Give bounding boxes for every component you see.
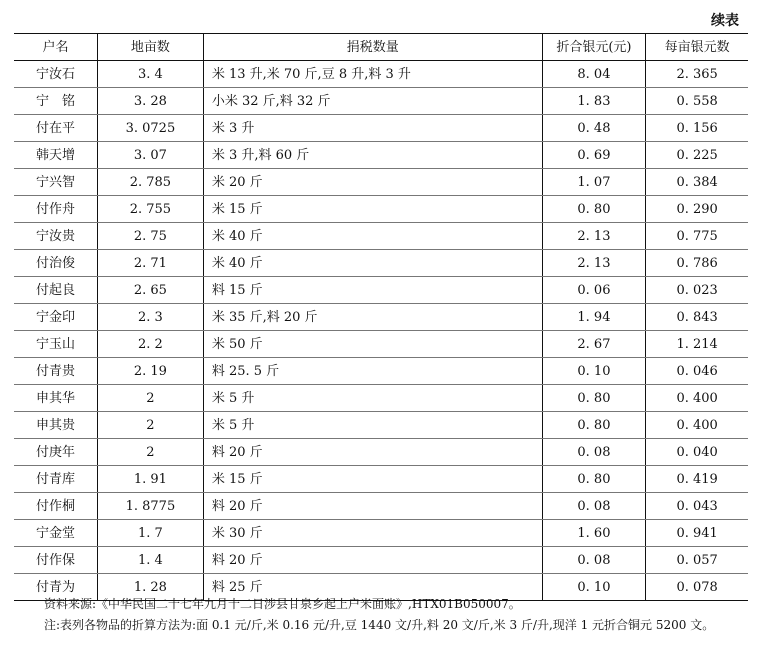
cell-household-name: 宁 铭 [14, 88, 98, 115]
cell-land-area: 2 [98, 412, 204, 439]
cell-household-name: 付青贵 [14, 358, 98, 385]
header-land-area: 地亩数 [98, 34, 204, 61]
cell-silver-per-mu: 0. 786 [646, 250, 748, 277]
cell-silver-equivalent: 8. 04 [542, 61, 646, 88]
table-row [14, 142, 748, 169]
cell-silver-equivalent: 2. 13 [542, 250, 646, 277]
cell-silver-equivalent: 0. 08 [542, 439, 646, 466]
cell-silver-equivalent: 0. 80 [542, 385, 646, 412]
cell-household-name: 宁金印 [14, 304, 98, 331]
cell-land-area: 2. 71 [98, 250, 204, 277]
cell-household-name: 付作保 [14, 547, 98, 574]
cell-silver-equivalent: 1. 07 [542, 169, 646, 196]
cell-silver-per-mu: 0. 775 [646, 223, 748, 250]
table-row [14, 88, 748, 115]
table-row [14, 331, 748, 358]
table-notes [14, 594, 754, 636]
cell-tax-amount: 米 5 升 [203, 412, 542, 439]
cell-silver-equivalent: 1. 83 [542, 88, 646, 115]
cell-tax-amount: 米 40 斤 [203, 250, 542, 277]
cell-land-area: 1. 8775 [98, 493, 204, 520]
cell-household-name: 韩天增 [14, 142, 98, 169]
cell-land-area: 2. 75 [98, 223, 204, 250]
table-row [14, 115, 748, 142]
table-row [14, 250, 748, 277]
header-tax-amount: 捐税数量 [203, 34, 542, 61]
cell-tax-amount: 米 50 斤 [203, 331, 542, 358]
cell-silver-equivalent: 0. 80 [542, 412, 646, 439]
cell-silver-equivalent: 0. 10 [542, 574, 646, 601]
cell-land-area: 3. 4 [98, 61, 204, 88]
table-row [14, 223, 748, 250]
cell-land-area: 2 [98, 439, 204, 466]
cell-tax-amount: 料 25. 5 斤 [203, 358, 542, 385]
cell-land-area: 2. 65 [98, 277, 204, 304]
cell-silver-per-mu: 0. 558 [646, 88, 748, 115]
cell-silver-equivalent: 0. 48 [542, 115, 646, 142]
cell-tax-amount: 米 30 斤 [203, 520, 542, 547]
cell-household-name: 申其贵 [14, 412, 98, 439]
table-header-row [14, 34, 748, 61]
cell-silver-equivalent: 0. 06 [542, 277, 646, 304]
cell-silver-per-mu: 0. 384 [646, 169, 748, 196]
cell-household-name: 宁汝石 [14, 61, 98, 88]
table-row [14, 196, 748, 223]
cell-tax-amount: 米 35 斤,料 20 斤 [203, 304, 542, 331]
cell-tax-amount: 米 13 升,米 70 斤,豆 8 升,料 3 升 [203, 61, 542, 88]
cell-tax-amount: 米 40 斤 [203, 223, 542, 250]
cell-silver-equivalent: 0. 10 [542, 358, 646, 385]
cell-silver-per-mu: 0. 290 [646, 196, 748, 223]
cell-land-area: 1. 4 [98, 547, 204, 574]
cell-land-area: 2. 19 [98, 358, 204, 385]
method-note: 注:表列各物品的折算方法为:面 0.1 元/斤,米 0.16 元/升,豆 1440 文/升,料 20 文/斤,米 3 斤/升,现洋 1 元折合铜元 5200 文。 [44, 618, 715, 632]
cell-silver-per-mu: 0. 023 [646, 277, 748, 304]
cell-tax-amount: 料 25 斤 [203, 574, 542, 601]
cell-household-name: 宁金堂 [14, 520, 98, 547]
cell-household-name: 付青库 [14, 466, 98, 493]
cell-land-area: 2 [98, 385, 204, 412]
cell-land-area: 1. 7 [98, 520, 204, 547]
cell-tax-amount: 米 15 斤 [203, 466, 542, 493]
cell-silver-per-mu: 0. 156 [646, 115, 748, 142]
cell-silver-equivalent: 1. 60 [542, 520, 646, 547]
cell-silver-equivalent: 2. 13 [542, 223, 646, 250]
cell-silver-per-mu: 0. 419 [646, 466, 748, 493]
cell-household-name: 宁汝贵 [14, 223, 98, 250]
cell-household-name: 付庚年 [14, 439, 98, 466]
cell-silver-equivalent: 0. 80 [542, 196, 646, 223]
cell-silver-per-mu: 0. 043 [646, 493, 748, 520]
cell-household-name: 宁玉山 [14, 331, 98, 358]
table-row [14, 358, 748, 385]
cell-land-area: 2. 2 [98, 331, 204, 358]
cell-silver-per-mu: 0. 040 [646, 439, 748, 466]
cell-silver-equivalent: 0. 69 [542, 142, 646, 169]
cell-land-area: 3. 0725 [98, 115, 204, 142]
table-row [14, 520, 748, 547]
cell-silver-equivalent: 0. 08 [542, 493, 646, 520]
cell-tax-amount: 米 15 斤 [203, 196, 542, 223]
cell-silver-per-mu: 0. 941 [646, 520, 748, 547]
cell-silver-per-mu: 0. 400 [646, 412, 748, 439]
cell-tax-amount: 米 20 斤 [203, 169, 542, 196]
cell-household-name: 付作桐 [14, 493, 98, 520]
cell-silver-per-mu: 0. 046 [646, 358, 748, 385]
cell-land-area: 1. 91 [98, 466, 204, 493]
cell-tax-amount: 米 5 升 [203, 385, 542, 412]
cell-land-area: 3. 28 [98, 88, 204, 115]
cell-silver-per-mu: 0. 078 [646, 574, 748, 601]
cell-tax-amount: 小米 32 斤,料 32 斤 [203, 88, 542, 115]
cell-tax-amount: 米 3 升,料 60 斤 [203, 142, 542, 169]
cell-silver-per-mu: 2. 365 [646, 61, 748, 88]
cell-silver-equivalent: 2. 67 [542, 331, 646, 358]
table-row [14, 412, 748, 439]
table-row [14, 61, 748, 88]
continued-table-label: 续表 [711, 13, 739, 29]
cell-household-name: 申其华 [14, 385, 98, 412]
cell-silver-per-mu: 1. 214 [646, 331, 748, 358]
cell-silver-per-mu: 0. 057 [646, 547, 748, 574]
cell-tax-amount: 料 20 斤 [203, 439, 542, 466]
header-household-name: 户名 [14, 34, 98, 61]
cell-household-name: 宁兴智 [14, 169, 98, 196]
cell-tax-amount: 米 3 升 [203, 115, 542, 142]
table-row [14, 493, 748, 520]
cell-land-area: 2. 785 [98, 169, 204, 196]
cell-land-area: 2. 755 [98, 196, 204, 223]
cell-household-name: 付起良 [14, 277, 98, 304]
table-row [14, 385, 748, 412]
header-silver-equivalent: 折合银元(元) [542, 34, 646, 61]
cell-silver-per-mu: 0. 400 [646, 385, 748, 412]
cell-silver-per-mu: 0. 225 [646, 142, 748, 169]
table-row [14, 277, 748, 304]
cell-silver-equivalent: 0. 80 [542, 466, 646, 493]
cell-tax-amount: 料 15 斤 [203, 277, 542, 304]
header-silver-per-mu: 每亩银元数 [646, 34, 748, 61]
cell-silver-equivalent: 0. 08 [542, 547, 646, 574]
cell-tax-amount: 料 20 斤 [203, 547, 542, 574]
cell-land-area: 3. 07 [98, 142, 204, 169]
tax-table [14, 33, 748, 601]
cell-tax-amount: 料 20 斤 [203, 493, 542, 520]
cell-household-name: 付青为 [14, 574, 98, 601]
cell-land-area: 2. 3 [98, 304, 204, 331]
cell-household-name: 付治俊 [14, 250, 98, 277]
table-row [14, 466, 748, 493]
source-note: 资料来源:《中华民国二十七年九月十二日涉县甘泉乡起上户米面账》,HTX01B050007。 [44, 597, 521, 611]
table-row [14, 304, 748, 331]
cell-silver-per-mu: 0. 843 [646, 304, 748, 331]
table-row [14, 169, 748, 196]
cell-household-name: 付作舟 [14, 196, 98, 223]
table-row [14, 439, 748, 466]
cell-land-area: 1. 28 [98, 574, 204, 601]
cell-silver-equivalent: 1. 94 [542, 304, 646, 331]
cell-household-name: 付在平 [14, 115, 98, 142]
table-row [14, 547, 748, 574]
